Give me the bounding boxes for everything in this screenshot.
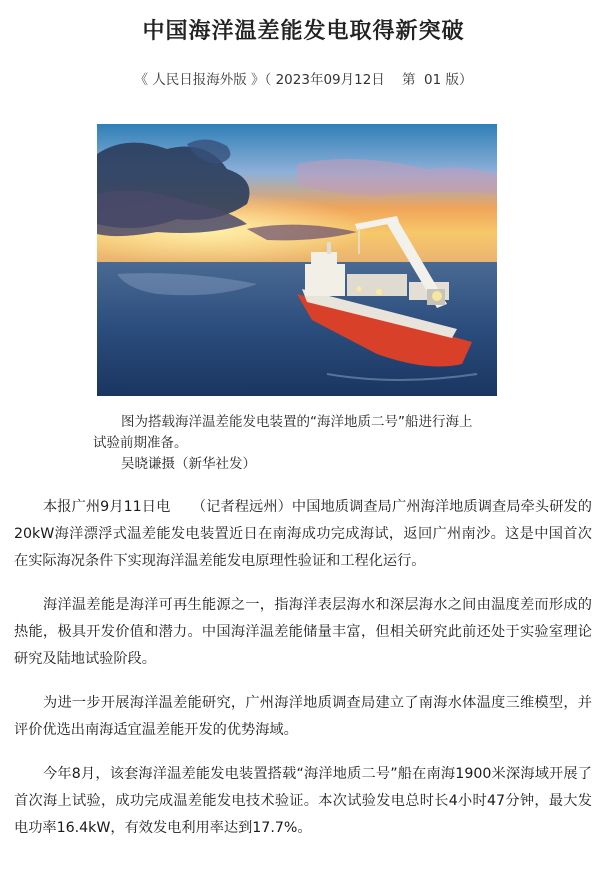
paragraph: 本报广州9月11日电 （记者程远州）中国地质调查局广州海洋地质调查局牵头研发的20kW海洋漂浮式温差能发电装置近日在南海成功完成海试，返回广州南沙。这是中国首次在实际海况条件下实现海洋温差能发电原理性验证和工程化运行。 bbox=[14, 499, 592, 569]
paragraph: 今年8月，该套海洋温差能发电装置搭载“海洋地质二号”船在南海1900米深海域开展了首次海上试验，成功完成温差能发电技术验证。本次试验发电总时长4小时47分钟，最大发电功率16.4kW，有效发电利用率达到17.7%。 bbox=[14, 766, 592, 836]
source-line: 《 人民日报海外版 》（ 2023年09月12日 第 01 版） bbox=[134, 72, 473, 88]
caption-line-2: 试验前期准备。 bbox=[93, 435, 188, 451]
ship-at-sea-photo bbox=[97, 124, 497, 396]
article-body bbox=[14, 494, 592, 859]
caption-credit: 吴晓谦摄（新华社发） bbox=[121, 456, 256, 472]
paragraph: 海洋温差能是海洋可再生能源之一，指海洋表层海水和深层海水之间由温度差而形成的热能，极具开发价值和潜力。中国海洋温差能储量丰富，但相关研究此前还处于实验室理论研究及陆地试验阶段。 bbox=[14, 597, 592, 667]
paragraph: 为进一步开展海洋温差能研究，广州海洋地质调查局建立了南海水体温度三维模型，并评价优选出南海适宜温差能开发的优势海域。 bbox=[14, 695, 592, 738]
article-title: 中国海洋温差能发电取得新突破 bbox=[142, 19, 465, 44]
caption-line-1: 图为搭载海洋温差能发电装置的“海洋地质二号”船进行海上 bbox=[121, 414, 473, 430]
photo-caption bbox=[93, 412, 503, 475]
